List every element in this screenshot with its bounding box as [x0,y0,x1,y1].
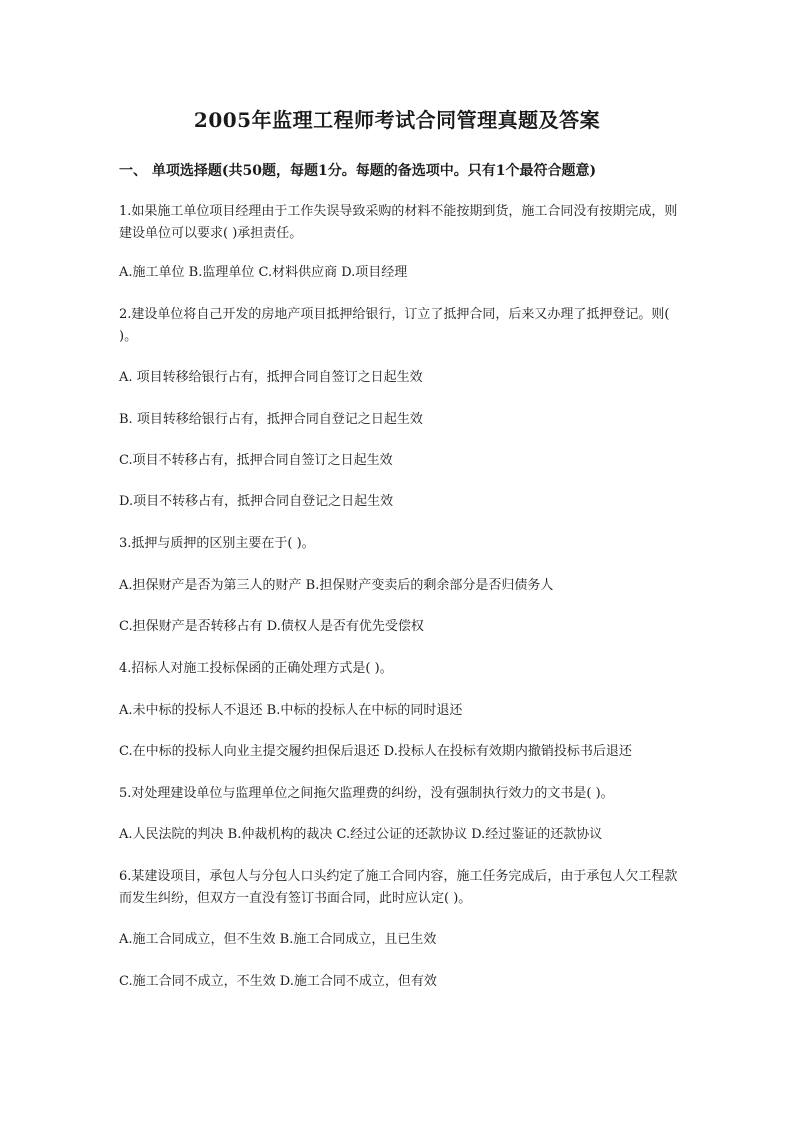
question-6: 6.某建设项目，承包人与分包人口头约定了施工合同内容，施工任务完成后，由于承包人欠工程款而发生纠纷，但双方一直没有签订书面合同，此时应认定( )。 [119,869,678,906]
document-title: 2005年监理工程师考试合同管理真题及答案 [193,108,601,132]
question-1-options: A.施工单位 B.监理单位 C.材料供应商 D.项目经理 [119,265,408,280]
question-5-options: A.人民法院的判决 B.仲裁机构的裁决 C.经过公证的还款协议 D.经过鉴证的还款协议 [119,827,603,842]
question-4-options-cd: C.在中标的投标人向业主提交履约担保后退还 D.投标人在投标有效期内撤销投标书后退还 [119,744,632,759]
question-3: 3.抵押与质押的区别主要在于( )。 [119,536,315,551]
question-6-options-cd: C.施工合同不成立，不生效 D.施工合同不成立，但有效 [119,974,437,989]
question-3-options-ab: A.担保财产是否为第三人的财产 B.担保财产变卖后的剩余部分是否归债务人 [119,578,554,593]
question-4: 4.招标人对施工投标保函的正确处理方式是( )。 [119,661,393,676]
question-4-options-ab: A.未中标的投标人不退还 B.中标的投标人在中标的同时退还 [119,703,463,718]
question-2: 2.建设单位将自己开发的房地产项目抵押给银行，订立了抵押合同，后来又办理了抵押登记。则( )。 [119,307,674,344]
question-2-option-a: A. 项目转移给银行占有，抵押合同自签订之日起生效 [119,370,423,385]
question-3-options-cd: C.担保财产是否转移占有 D.债权人是否有优先受偿权 [119,619,424,634]
question-2-option-b: B. 项目转移给银行占有，抵押合同自登记之日起生效 [119,412,423,427]
question-2-option-c: C.项目不转移占有，抵押合同自签订之日起生效 [119,453,393,468]
section-heading: 一、 单项选择题(共50题，每题1分。每题的备选项中。只有1个最符合题意) [119,163,597,179]
question-6-options-ab: A.施工合同成立，但不生效 B.施工合同成立，且已生效 [119,932,437,947]
question-5: 5.对处理建设单位与监理单位之间拖欠监理费的纠纷，没有强制执行效力的文书是( )。 [119,786,614,801]
question-2-option-d: D.项目不转移占有，抵押合同自登记之日起生效 [119,494,394,509]
question-1: 1.如果施工单位项目经理由于工作失误导致采购的材料不能按期到货，施工合同没有按期完成，则建设单位可以要求( )承担责任。 [119,204,678,241]
